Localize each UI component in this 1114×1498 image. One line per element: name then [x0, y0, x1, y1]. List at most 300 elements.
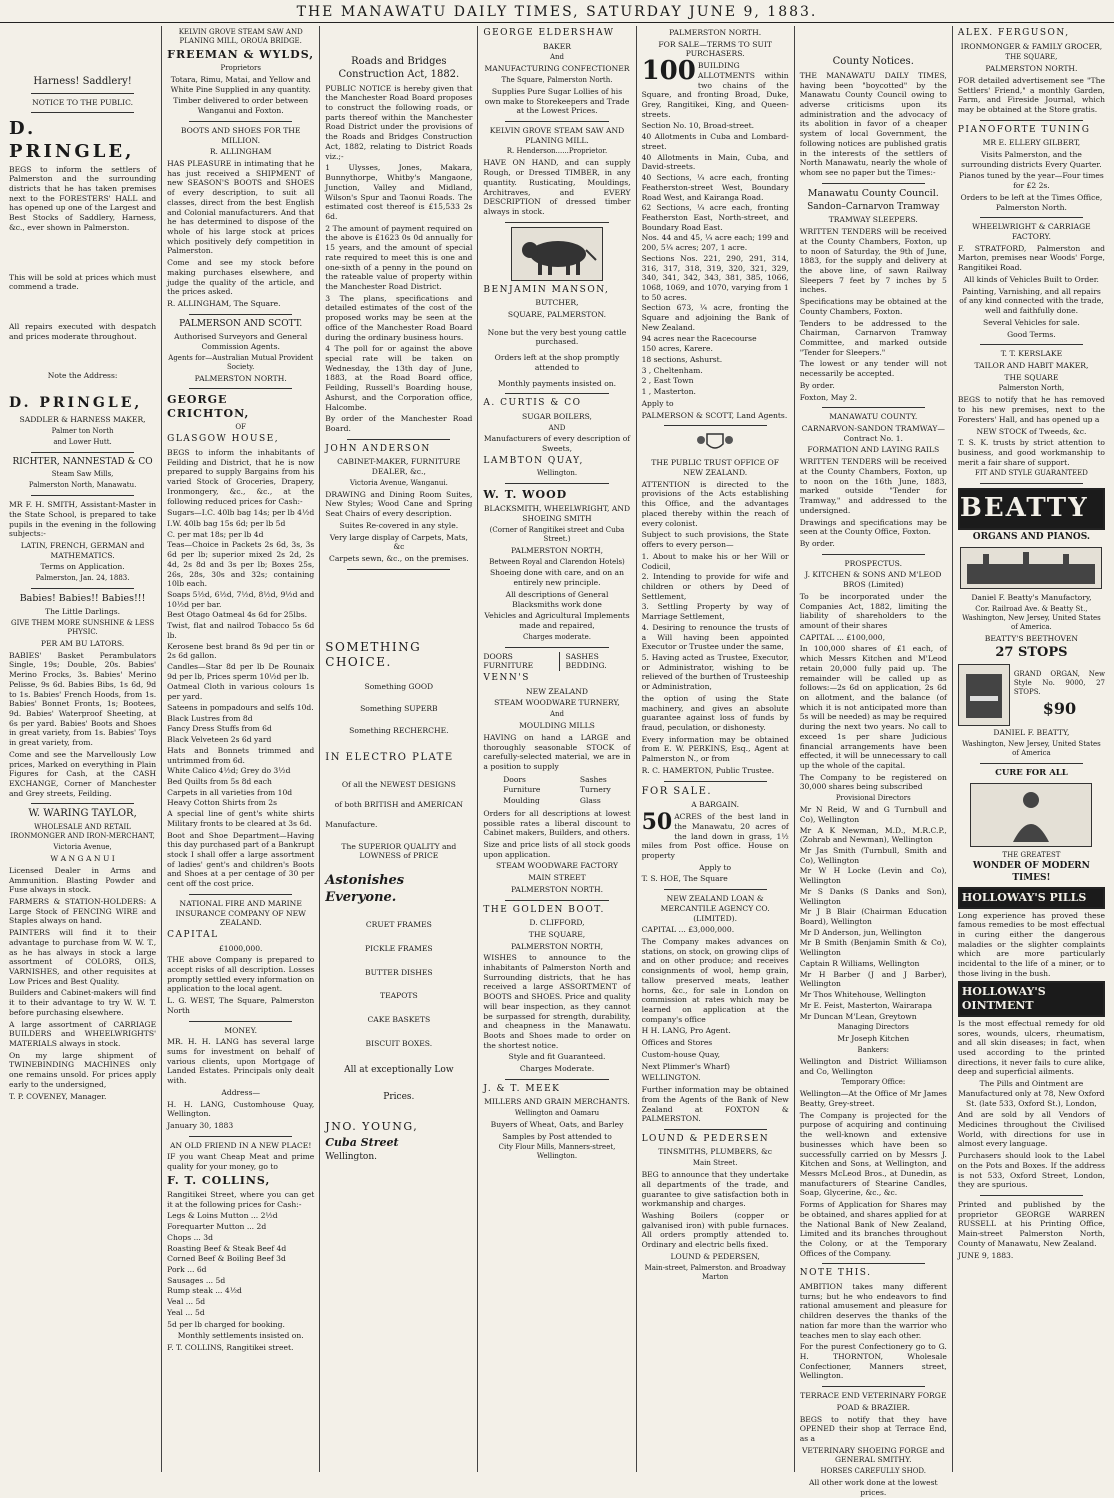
director-line: Mr W H Locke (Levin and Co), Wellington [799, 866, 947, 886]
roads-item-3: 3 The plans, specifications and detailed estimates of the cost of the proposed works may be seen at the office of the Manchester Road Board during the ordinary business hours. [325, 293, 473, 342]
price-line: A special line of gent's white shirts Military fronts to be cleared at 3s 6d. [167, 809, 315, 828]
allot-apply: Apply to [641, 398, 674, 408]
crest-illustration [695, 430, 735, 454]
venn-list-b [580, 774, 611, 807]
national-body: THE above Company is prepared to accept risks of all description. Losses promptly settled every information on application to the local agent. [167, 955, 315, 994]
thornton-ambition: AMBITION takes many different turns; but he who endeavors to find rational amusement and pleasure for children deserves the thanks of the nation far more than the warrior who teaches men to slay each other. [799, 1281, 947, 1340]
columns [4, 26, 1110, 1497]
saddler: SADDLER & HARNESS MAKER, [19, 415, 146, 425]
tramway-carnarvon: CARNARVON-SANDON TRAMWAY—Contract No. 1. [801, 424, 945, 443]
young-item: BISCUIT BOXES. [365, 1038, 433, 1048]
meek-oamaru: Wellington and Oamaru [514, 1109, 600, 1118]
nzl-lang: H H. LANG, Pro Agent. [641, 1026, 731, 1036]
holloway-wonder: WONDER OF MODERN TIMES! [972, 861, 1090, 883]
taylor-name: W. WARING TAYLOR, [28, 808, 137, 820]
young-cuba: Cuba Street [325, 1135, 399, 1149]
ps-name: PALMERSON AND SCOTT. [179, 318, 303, 329]
holloway-purchasers: Purchasers should look to the Label on the Pots and Boxes. If the address is not 533, Oxford Street, London, they are spurious. [957, 1151, 1105, 1190]
nzl-further: Further information may be obtained from the Agents of the Bank of New Zealand at FOXTON & PALMERSTON. [641, 1085, 789, 1124]
curtis-and: AND [548, 423, 566, 432]
price-line: Best Otago Oatmeal 4s 6d for 25lbs. [167, 610, 308, 620]
venn-steam: STEAM WOODWARE TURNERY, [494, 698, 620, 708]
babies-per-am: PER AM BU LATORS. [40, 638, 125, 648]
ad-eldershaw [483, 28, 630, 116]
imprint [958, 1200, 1105, 1260]
meat-line: Rump steak ... 4½d [167, 1286, 242, 1296]
poad-vet: VETERINARY SHOEING FORGE and GENERAL SMITHY. [801, 1445, 945, 1465]
kelvin-henderson: R. Henderson......Proprietor. [506, 147, 608, 156]
young-item: CAKE BASKETS [367, 1015, 431, 1025]
ps-authorised: Authorised Surveyors and General Commission Agents. [174, 332, 308, 351]
trust-item: 4. Desiring to renounce the trusts of a Will having been appointed Executor or Trustee under the same, [641, 622, 789, 652]
eldershaw-and: And [549, 53, 565, 62]
venn-list-a [503, 774, 540, 807]
kerslake-stock: NEW STOCK of Tweeds, &c. [976, 426, 1087, 436]
allot-pn: PALMERSTON NORTH. [669, 28, 762, 37]
sale-heading: FOR SALE. [641, 785, 713, 797]
ad-tramway [800, 412, 947, 548]
ad-palmerson-scott [167, 319, 314, 384]
richter-mills: Steam Saw Mills, [51, 470, 114, 479]
prospectus-kitchen: J. KITCHEN & SONS AND M'LEOD BROS (Limited) [805, 570, 942, 590]
holloway-cure: CURE FOR ALL [995, 767, 1068, 778]
piano-visits: Visits Palmerston, and the surrounding districts Every Quarter. [961, 150, 1102, 169]
eldershaw-confectioner: MANUFACTURING CONFECTIONER [484, 64, 630, 74]
ferguson-name: ALEX. FERGUSON, [957, 28, 1070, 38]
venn-moulding: MOULDING MILLS [519, 721, 595, 731]
director-line: Mr E. Feist, Masterton, Wairarapa [799, 1000, 932, 1010]
crichton-boot-dept: Boot and Shoe Department—Having this day purchased part of a Bankrupt stock I shall offer a large assortment of ladies' gent's and children's Boots and Shoes at a per centage of 30 per cent off the cost price. [167, 830, 315, 889]
taylor-farmers: FARMERS & STATION-HOLDERS: A Large Stock of FENCING WIRE and Staples always on hand. [9, 896, 157, 926]
eldershaw-square: The Square, Palmerston North. [501, 75, 613, 84]
price-line: Teas—Choice in Packets 2s 6d, 3s, 3s 6d per lb; superior mixed 2s 2d, 2s 4d, 2s 8d and 3s per lb; Boxes 25s, 26s, 28s, 30s and 32s; containing 10lb each. [167, 540, 315, 589]
lower-hutt: and Lower Hutt. [53, 437, 112, 446]
holloway-and-sold: And are sold by all Vendors of Medicines throughout the Civilised World, with directions for use in almost every language. [957, 1110, 1105, 1149]
column-2 [162, 26, 320, 1472]
ad-richter [9, 457, 156, 490]
price-line: Fancy Dress Stuffs from 6d [167, 724, 272, 734]
venn-list-item: Turnery [579, 785, 611, 795]
tramway-county: MANAWATU COUNTY. [829, 412, 918, 422]
ad-for-sale [642, 786, 789, 885]
roads-item-4: 4 The poll for or against the above special rate will be taken on Wednesday, the 13th day of June, 1883, at the Road Board office, Feilding, Russell's Boarding house, Ashurst, and the Corporation office, Halcombe. [325, 344, 473, 412]
lot-line: Sections Nos. 221, 290, 291, 314, 316, 317, 318, 319, 320, 321, 329, 340, 341, 342, 343, 381, 385, 1066, 1068, 1069, and 1070, varying from 1 to 50 acres. [641, 253, 789, 302]
clifford-style: Style and fit Guaranteed. [508, 1052, 606, 1062]
pringle-sold: This will be sold at prices which must commend a trade. [9, 272, 157, 292]
price-line: I.W. 40lb bag 15s 6d; per lb 5d [167, 518, 286, 528]
palmer-north: Palmer ton North [51, 426, 114, 435]
babies-give: GIVE THEM MORE SUNSHINE & LESS PHYSIC. [10, 619, 155, 636]
ad-county-notices [800, 56, 947, 178]
ad-taylor [9, 808, 156, 1101]
lot-line: 94 acres near the Racecourse [641, 333, 757, 343]
director-line: Mr A K Newman, M.D., M.R.C.P., (Zohrab and Newman), Wellington [799, 825, 947, 845]
poad-other: All other work done at the lowest prices. [809, 1478, 938, 1497]
holloway-ointment-body: Is the most effectual remedy for old sores, wounds, ulcers, rheumatism, and all skin diseases; in fact, when used according to the printed directions, it never fails to cure alike, deep and superficial ailments. [957, 1018, 1105, 1077]
venn-lists [483, 774, 630, 807]
allot-hundred: 100 [641, 56, 696, 87]
prospectus-object: The Company is projected for the purpose of acquiring and continuing the well-known and extensive businesses which have been so successfully carried on by Messrs J. Kitchen and Sons, at Wellington, and Messrs McLeod Bros., at Dunedin, as manufacturers of Stearine Candles, Soap, Glycerine, &c., &c. [799, 1110, 947, 1198]
ad-anderson [325, 444, 472, 564]
allot-for-sale: FOR SALE—TERMS TO SUIT PURCHASERS. [658, 39, 772, 59]
curtis-sugar: SUGAR BOILERS, [522, 411, 592, 421]
young-name: JNO. YOUNG, [325, 1119, 419, 1133]
meat-line: Roasting Beef & Steak Beef 4d [167, 1243, 287, 1253]
sale-fifty: 50 [641, 809, 673, 836]
holloway-sold: The Pills and Ointment are Manufactured only at 78, New Oxford St. (late 533, Oxford St.), London, [958, 1079, 1105, 1108]
pringle-name-2: D. PRINGLE, [9, 395, 143, 412]
taylor-coveney: T. P. COVENEY, Manager. [9, 1091, 107, 1101]
price-line: Sateens in pompadours and selfs 10d. [167, 702, 314, 712]
masthead: THE MANAWATU DAILY TIMES, SATURDAY JUNE 9, 1883. [0, 4, 1114, 23]
young-recherche: Something RECHERCHE. [349, 725, 449, 735]
young-wellington: Wellington. [325, 1151, 378, 1162]
stratford-body: F. STRATFORD, Palmerston and Marton, premises near Woods' Forge, Rangitikei Road. [957, 243, 1105, 273]
beatty-daniel-2-addr: Washington, New Jersey, United States of America [962, 739, 1101, 757]
money-body: MR. H. H. LANG has several large sums for investment on behalf of various clients, upon Mortgage of Landed Estates. Principals only dealt with. [167, 1037, 315, 1086]
wood-blacksmith: BLACKSMITH, WHEELWRIGHT, AND SHOEING SMITH [483, 504, 631, 524]
collins-sub: Rangitikei Street, where you can get it at the following prices for Cash:- [167, 1189, 315, 1209]
ad-thornton [800, 1268, 947, 1381]
prospectus-temp: Temporary Office: [841, 1078, 906, 1087]
babies-little: The Little Darlings. [45, 607, 121, 617]
young-item: TEAPOTS [380, 991, 418, 1001]
trust-item: 2. Intending to provide for wife and children or others by Deed of Settlement, [641, 572, 789, 601]
lound-addr: Main-street, Palmerston. and Broadway Marton [644, 1263, 786, 1281]
ad-public-trust [642, 430, 789, 775]
factory-illustration [960, 547, 1102, 589]
venn-name: VENN'S [483, 673, 530, 684]
ferguson-pn: PALMERSTON NORTH. [985, 64, 1078, 74]
kerslake-tailor: TAILOR AND HABIT MAKER, [974, 360, 1089, 370]
meek-millers: MILLERS AND GRAIN MERCHANTS. [484, 1097, 630, 1107]
tramway-drawings: Drawings and specifications may be seen at the County Office, Foxton. [799, 517, 947, 537]
county-heading: County Notices. [832, 56, 914, 67]
anderson-carpets: Carpets sewn, &c., on the premises. [329, 553, 469, 563]
allot-lots [642, 121, 789, 396]
beatty-organ-row [958, 664, 1105, 726]
ad-venn [483, 652, 630, 895]
young-manufacture: Manufacture. [325, 819, 378, 829]
lot-line: Section No. 10, Broad-street. [641, 121, 755, 131]
anderson-name: JOHN ANDERSON [325, 443, 431, 454]
director-line: Mr B Smith (Benjamin Smith & Co), Wellington [799, 938, 947, 958]
ferguson-square: THE SQUARE, [1005, 53, 1058, 62]
poad-begs: BEGS to notify that they have OPENED their shop at Terrace End, as a [799, 1414, 947, 1444]
meat-line: Chops ... 3d [167, 1232, 213, 1242]
babies-heading: Babies! Babies!! Babies!!! [19, 593, 146, 605]
price-line: Carpets in all varieties from 10d [167, 787, 293, 797]
eldershaw-name: GEORGE ELDERSHAW [483, 28, 615, 38]
holloway-greatest: THE GREATEST [1002, 850, 1061, 859]
column-5 [637, 26, 795, 1472]
trust-item: 1. About to make his or her Will or Codicil, [641, 551, 789, 571]
anderson-display: Very large display of Carpets, Mats, &c [329, 532, 468, 552]
sleepers-foxton: Foxton, May 2. [799, 392, 858, 402]
collins-heading: AN OLD FRIEND IN A NEW PLACE! [170, 1140, 312, 1150]
wood-between: Between Royal and Clarendon Hotels) [489, 557, 625, 566]
director-line: Mr Duncan M'Lean, Greytown [799, 1011, 917, 1021]
ad-sleepers [800, 188, 947, 403]
kerslake-tsk: T. S. K. trusts by strict attention to business, and good workmanship to merit a fair share of support. [957, 438, 1105, 467]
ad-lound [642, 1134, 789, 1282]
prospectus-bankers: Bankers: [857, 1045, 890, 1054]
meat-line: Forequarter Mutton ... 2d [167, 1222, 267, 1232]
lound-tinsmiths: TINSMITHS, PLUMBERS, &c [658, 1147, 772, 1157]
trust-info: Every information may be obtained from E. W. PERKINS, Esq., Agent at Palmerston N., or from [641, 734, 789, 764]
stratford-vehicles: All kinds of Vehicles Built to Order. [963, 274, 1099, 284]
freeman-top: KELVIN GROVE STEAM SAW AND PLANING MILL, OROUA BRIDGE. [178, 28, 303, 45]
taylor-sub: WHOLESALE AND RETAIL IRONMONGER AND IRON-MERCHANT, [10, 823, 155, 841]
venn-nz: NEW ZEALAND [526, 686, 588, 696]
beatty-stops: 27 STOPS [995, 645, 1068, 661]
manson-none-but: None but the very best young cattle purchased. [487, 327, 627, 347]
organ-illustration [958, 664, 1010, 726]
stratford-heading: WHEELWRIGHT & CARRIAGE FACTORY. [972, 222, 1091, 242]
crichton-glasgow: GLASGOW HOUSE, [167, 434, 280, 445]
prospectus-incorporated: To be incorporated under the Companies Act, 1882, limiting the liability of shareholders to the amount of their shares [799, 591, 947, 630]
piano-heading: PIANOFORTE TUNING [957, 124, 1091, 135]
prospectus-temp-val: Wellington—At the Office of Mr James Beatty, Grey-street. [799, 1089, 947, 1108]
price-line: Heavy Cotton Shirts from 2s [167, 798, 278, 808]
ps-pn: PALMERSTON NORTH. [194, 373, 287, 383]
prospectus-heading: PROSPECTUS. [844, 558, 903, 568]
poad-terrace: TERRACE END VETERINARY FORGE [800, 1391, 947, 1401]
county-mdt: THE MANAWATU DAILY TIMES, having been "boycotted" by the Manawatu County Council owing to adverse criticisms upon its administration and the advocacy of its abolition in favor of a cheaper system of local Government, the following notices are published gratis in the interests of the settlers of North Manawatu, nearly the whole of whom see no paper but the Times:- [799, 70, 947, 177]
crichton-prices [167, 508, 314, 828]
ad-kerslake [958, 349, 1105, 478]
ad-nzl [642, 894, 789, 1124]
imprint-date: JUNE 9, 1883. [957, 1250, 1014, 1260]
bullock-illustration [511, 227, 603, 281]
allingham-come: Come and see my stock before making purchases elsewhere, and judge the quality of the article, and the prices asked. [167, 258, 315, 297]
babies-body: BABIES' Basket Perambulators Single, 19s; Double, 20s. Babies' Merino Frocks, 3s. Babies' Merino Pelisse, 9s 6d. Babies Bibs, 1s 6d, 9d to 1s. Babies' French Hoods, from 1s. Babies' Bonnet Fronts, 1s; Bootees, 9d. Babies' Waterproof Sheeting, at 6s per yard. Babies' Boots and Shoes in great variety, from 1s. Babies' Toys in great variety, from. [9, 650, 157, 748]
young-item: PICKLE FRAMES [365, 943, 433, 953]
venn-list-item: Sashes [579, 774, 607, 784]
director-line: Mr D Anderson, jun, Wellington [799, 927, 922, 937]
anderson-sub: CABINET-MAKER, FURNITURE DEALER, &c., [337, 457, 461, 476]
ad-stratford [958, 222, 1105, 339]
meek-buyers: Buyers of Wheat, Oats, and Barley [490, 1120, 624, 1130]
trust-subject: Subject to such provisions, the State offers to every person— [641, 530, 789, 550]
tramway-formation: FORMATION AND LAYING RAILS [807, 445, 940, 455]
beatty-grand: GRAND ORGAN, New Style No. 9000, 27 STOPS. [1013, 670, 1105, 697]
collins-booking: 5d per lb charged for booking. [167, 1319, 285, 1329]
price-line: Bed Quilts from 5s 8d each [167, 776, 272, 786]
kerslake-begs: BEGS to notify that he has removed to his new premises, next to the Foresters' Hall, and has opened up a [957, 395, 1105, 424]
lound-main: Main Street. [692, 1159, 738, 1168]
meek-samples: Samples by Post attended to [502, 1131, 612, 1141]
manson-monthly: Monthly payments insisted on. [497, 378, 617, 388]
thornton-purest: For the purest Confectionery go to G. H. THORNTON, Wholesale Confectioner, Manners street, Wellington. [799, 1342, 947, 1381]
stratford-several: Several Vehicles for sale. [983, 317, 1080, 327]
clifford-name: D. CLIFFORD, [529, 918, 585, 928]
lound-name-2: LOUND & PEDERSEN, [670, 1251, 760, 1261]
beatty-price: $90 [1042, 699, 1077, 719]
roads-by-order: By order of the Manchester Road Board. [325, 414, 473, 434]
lot-line: Nos. 44 and 45, ¼ acre each; 199 and 200, 5¼ acres; 207, 1 acre. [641, 233, 789, 253]
kerslake-fit: FIT AND STYLE GUARANTEED [974, 469, 1088, 478]
price-line: Kerosene best brand 8s 9d per tin or 2s 6d gallon. [167, 641, 315, 661]
roads-title: Roads and Bridges Construction Act, 1882. [338, 56, 460, 80]
prospectus-shares: In 100,000 shares of £1 each, of which Messrs Kitchen and M'Leod retain 20,000 fully paid up. The remainder will be called up as follows:—2s 6d on application, 2s 6d on allotment, and the balance (of which it is not anticipated more than 5s will be needed) as may be required during the next two years. No call to exceed 1s per share Judicious financial arrangements have been effected, it will be unnecessary to call up the whole of the capital. [799, 644, 947, 771]
beatty-daniel-addr: Cor. Railroad Ave. & Beatty St., Washington, New Jersey, United States of America. [962, 604, 1101, 631]
venn-orders: Orders for all descriptions at lowest possible rates a liberal discount to Cabinet makers, Builders, and others. [483, 808, 631, 838]
ad-young [325, 640, 472, 1164]
ad-clifford [483, 905, 630, 1074]
note-heading: NOTE THIS. [799, 1268, 872, 1279]
ad-smith [9, 500, 156, 583]
trust-hamerton: R. C. HAMERTON, Public Trustee. [641, 765, 775, 775]
pringle-repairs: All repairs executed with despatch and prices moderate throughout. [9, 322, 157, 341]
curtis-lambton: LAMBTON QUAY, [483, 455, 584, 466]
holloway-ointment-banner: HOLLOWAY'S OINTMENT [958, 981, 1105, 1017]
kerslake-name: T. T. KERSLAKE [1000, 349, 1063, 359]
column-4 [478, 26, 636, 1472]
sale-hoe: T. S. HOE, The Square [641, 874, 728, 884]
venn-header [483, 652, 630, 671]
nzl-company: The Company makes advances on stations, on stock, on growing clips of and on other produce; and receives consignments of wool, hemp grain, tallow preserved meats, leather horns, &c., for sale in London on commission at rates which may be learned on application at the company's office [641, 937, 789, 1024]
smith-body: MR F. H. SMITH, Assistant-Master in the State School, is prepared to take pupils in the evening in the following subjects:- [9, 500, 157, 539]
allot-ps: PALMERSON & SCOTT, Land Agents. [641, 410, 788, 420]
column-7 [953, 26, 1110, 1472]
kelvin-heading: KELVIN GROVE STEAM SAW AND PLANING MILL. [489, 126, 625, 145]
sale-apply: Apply to [699, 862, 732, 872]
venn-list-item: Moulding [503, 796, 540, 806]
figure-illustration [970, 783, 1092, 847]
poad-horses: HORSES CAREFULLY SHOD. [820, 1467, 927, 1476]
wood-all-desc: All descriptions of General Blacksmiths work done [505, 589, 609, 609]
meat-line: Corned Beef & Boiling Beef 3d [167, 1254, 286, 1264]
sleepers-byorder: By order. [799, 380, 835, 390]
curtis-wellington: Wellington. [536, 469, 578, 478]
sleepers-written: WRITTEN TENDERS will be received at the County Chambers, Foxton, up to noon of Saturday, the 9th of June, 1883, for the supply and delivery at the above line, of sawn Railway Sleepers 7 feet by 7 inches by 5 inches. [799, 227, 947, 295]
taylor-twine: On my large shipment of TWINEBINDING MACHINES only one remains unsold. For prices apply early to the undersigned, [9, 1050, 157, 1089]
smith-date: Palmerston, Jan. 24, 1883. [35, 574, 130, 583]
column-6 [795, 26, 953, 1497]
wood-vehicles: Vehicles and Agricultural Implements made and repaired, [484, 611, 630, 631]
wood-corner: (Corner of Rangitikei street and Cuba Street.) [489, 525, 625, 543]
crichton-of: OF [235, 423, 247, 432]
curtis-manuf: Manufacturers of every description of Sweets, [483, 434, 631, 454]
trust-items [642, 552, 789, 692]
wood-name: W. T. WOOD [483, 488, 568, 502]
price-line: C. per mat 18s; per lb 4d [167, 529, 264, 539]
stratford-terms: Good Terms. [1007, 329, 1056, 339]
young-superior: The SUPERIOR QUALITY and LOWNESS of PRICE [341, 841, 457, 861]
sleepers-heading: TRAMWAY SLEEPERS. [828, 215, 918, 225]
babies-come: Come and see the Marvellously Low prices, Marked on everything in Plain Figures for Cash, at the CASH EXCHANGE, Corner of Manchester and Grey streets, Feilding. [9, 749, 157, 798]
nzl-plimmer: Next Plimmer's Wharf) [641, 1061, 730, 1071]
wood-shoeing: Shoeing done with care, and on an entirely new principle. [489, 568, 624, 588]
beatty-daniel-2: DANIEL F. BEATTY, [993, 728, 1070, 738]
director-line: Mr Jas Smith (Turnbull, Smith and Co), Wellington [799, 846, 947, 865]
lot-line: 2 , East Town [641, 376, 694, 386]
ad-crichton [167, 393, 314, 889]
smith-subjects: LATIN, FRENCH, GERMAN and MATHEMATICS. [20, 541, 145, 560]
collins-body: IF you want Cheap Meat and prime quality for your money, go to [167, 1152, 315, 1172]
beatty-logo: BEATTY [958, 488, 1105, 529]
organ-icon [962, 668, 1006, 722]
clifford-wishes: WISHES to announce to the inhabitants of Palmerston North and Surrounding districts, that he has received a large ASSORTMENT of BOOTS and SHOES. Price and quality will bear inspection, as they cannot be surpassed for strength, durability, and cheapness in the Manawatu. Boots and Shoes made to order on the shortest notice. [483, 953, 631, 1050]
young-electro: IN ELECTRO PLATE [325, 751, 454, 763]
venn-list-item: Doors [503, 774, 526, 784]
nzl-capital: CAPITAL ... £3,000,000. [641, 925, 735, 935]
sleepers-tenders: Tenders to be addressed to the Chairman, Carnarvon Tramway Committee, and marked outside "Tender for Sleepers." [799, 318, 947, 357]
venn-main: MAIN STREET [528, 873, 586, 883]
venn-having: HAVING on hand a LARGE and thoroughly seasonable STOCK of carefully-selected material, we are in a position to supply [483, 732, 631, 771]
trust-heading: THE PUBLIC TRUST OFFICE OF NEW ZEALAND. [651, 458, 780, 478]
pringle-body: BEGS to inform the settlers of Palmerston and the surrounding districts that he has taken premises next to the FORESTERS' HALL and has opened up one of the Largest and Best Stocks of Saddlery, Harness, &c., ever shown in Palmerston. [9, 164, 157, 232]
lot-line: 3 , Cheltenham. [641, 365, 703, 375]
money-date: January 30, 1883 [167, 1121, 234, 1131]
anderson-suites: Suites Re-covered in any style. [339, 520, 459, 530]
crichton-name: GEORGE CRICHTON, [167, 393, 250, 421]
smith-terms: Terms on Application. [40, 562, 125, 572]
young-prices: Prices. [383, 1092, 415, 1103]
price-line: Black Lustres from 8d [167, 713, 253, 723]
freeman-timber: Timber delivered to order between Wanganui and Foxton. [173, 96, 309, 116]
notice-heading: NOTICE TO THE PUBLIC. [32, 97, 134, 107]
taylor-wanganui: W A N G A N U I [50, 854, 115, 864]
allot-building: BUILDING ALLOTMENTS within two chains of the Square, and fronting Broad, Duke, Grey, Rangitikei, King, and Queen-streets. [641, 61, 789, 119]
money-heading: MONEY. [224, 1025, 258, 1035]
holloway-pills-banner: HOLLOWAY'S PILLS [958, 887, 1105, 909]
ferguson-detailed: FOR detailed advertisement see "The Settlers' Friend," a monthly Garden, Farm, and Fireside Journal, which may be obtained at the Store gratis. [957, 75, 1105, 115]
beatty-daniel: Daniel F. Beatty's Manufactory, [971, 593, 1092, 603]
lound-beg: BEG to announce that they undertake all departments of the trade, and guarantee to give satisfaction both in workmanship and charges. [641, 1170, 789, 1209]
freeman-name: FREEMAN & WYLDS, [167, 47, 315, 61]
manson-square: SQUARE, PALMERSTON. [507, 309, 607, 319]
beatty-organs: ORGANS AND PIANOS. [972, 531, 1091, 542]
ad-curtis [483, 398, 630, 478]
council-heading: Manawatu County Council. [807, 187, 939, 199]
ad-pringle [9, 76, 156, 447]
prospectus-registered: The Company to be registered on 30,000 shares being subscribed [799, 772, 947, 792]
curtis-name: A. CURTIS & CO [483, 398, 582, 409]
trust-option: the option of using the State machinery, and gives an absolute guarantee against loss of funds by fraud, peculation, or dishonesty. [641, 693, 789, 732]
taylor-licensed: Licensed Dealer in Arms and Ammunition. Blasting Powder and Fuse always in stock. [9, 865, 157, 895]
young-something: SOMETHING CHOICE. [325, 639, 422, 670]
roads-notice: PUBLIC NOTICE is hereby given that the Manchester Road Board proposes to construct the following roads, or parts thereof within the Manchester Road District under the provisions of the Roads and Bridges Construction Act, 1882, relating to District Roads viz.;- [325, 83, 473, 161]
ad-freeman [167, 28, 314, 116]
wood-pn: PALMERSTON NORTH, [510, 545, 604, 555]
lot-line: Section 673, ¼ acre, fronting the Square and adjoining the Bank of New Zealand. [641, 303, 789, 332]
richter-name: RICHTER, NANNESTAD & CO [12, 456, 153, 467]
price-line: White Calico 4½d; Grey do 3½d [167, 766, 291, 776]
ad-roads [325, 56, 472, 434]
anderson-addr: Victoria Avenue, Wanganui. [349, 478, 448, 487]
piano-tuned: Pianos tuned by the year—Four times for £2 2s. [959, 171, 1104, 191]
column-3 [320, 26, 478, 1472]
prospectus-kitchen-jr: Mr Joseph Kitchen [837, 1034, 910, 1044]
ad-babies [9, 593, 156, 798]
venn-doors: DOORS FURNITURE [483, 651, 534, 671]
sandon-heading: Sandon–Carnarvon Tramway [807, 201, 940, 212]
roads-item-2: 2 The amount of payment required on the above is £1623 0s 0d annually for 15 years, and the amount of special rate required to meet this is one and one-sixth of a penny in the pound on the rateable value of property within the Manchester Road District. [325, 223, 473, 291]
kelvin-body: HAVE ON HAND, and can supply Rough, or Dressed TIMBER, in any quantity. Rusticating, Mouldings, Architraves, and EVERY DESCRIPTION of dressed timber always in stock. [483, 158, 631, 216]
column-1 [4, 26, 162, 1472]
lot-line: 40 Allotments in Cuba and Lombard-street. [641, 132, 789, 151]
boots-heading: BOOTS AND SHOES FOR THE MILLION. [180, 125, 301, 145]
national-capital-value: £1000,000. [218, 943, 263, 953]
trust-item: 3. Settling Property by way of Marriage Settlement, [641, 602, 789, 622]
price-line: Hats and Bonnets trimmed and untrimmed from 6d. [167, 745, 315, 765]
anderson-drawing: DRAWING and Dining Room Suites, New Styles; Wood Cane and Spring Seat Chairs of every description. [325, 489, 473, 519]
director-line: Mr N Reid, W and G Turnbull and Co), Wellington [799, 805, 947, 824]
pringle-name: D. PRINGLE, [9, 117, 135, 162]
ad-beatty [958, 488, 1105, 757]
